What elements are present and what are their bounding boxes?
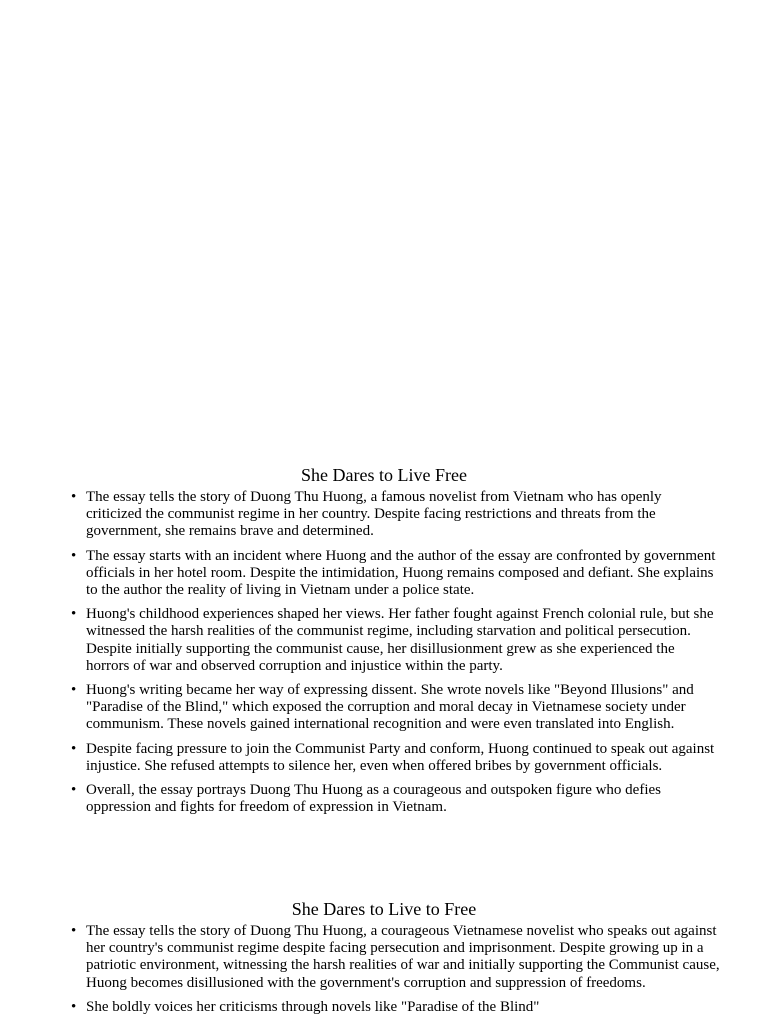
bullet-text: The essay tells the story of Duong Thu Huong, a courageous Vietnamese novelist who speaks out against her country's communist regime despite facing persecution and imprisonment. Despite growing up in a patriotic environment, witnessing the harsh realities of war and initially supporting the Communist cause, Huong becomes disillusioned with the government's corruption and suppression of freedoms. [86,923,720,991]
bullet-icon: • [71,998,77,1015]
section-title: She Dares to Live Free [301,465,467,485]
bullet-text: Despite facing pressure to join the Communist Party and conform, Huong continued to speak out against injustice. She refused attempts to silence her, even when offered bribes by government officials. [86,740,715,774]
bullet-icon: • [71,923,77,939]
bullet-text: Huong's childhood experiences shaped her views. Her father fought against French colonial rule, but she witnessed the harsh realities of the communist regime, including starvation and political persecution. Despite initially supporting the communist cause, her disillusionment grew as she experienced the horrors of war and observed corruption and injustice within the party. [86,606,714,674]
bullet-item [71,998,720,1016]
bullet-item [71,682,720,734]
bullet-item [71,489,720,541]
bullet-list [0,489,768,816]
bullet-item [71,606,720,675]
bullet-text: She boldly voices her criticisms through novels like "Paradise of the Blind" [86,998,540,1015]
bullet-text: The essay starts with an incident where Huong and the author of the essay are confronted by government officials in her hotel room. Despite the intimidation, Huong remains composed and defiant. She explains to the author the reality of living in Vietnam under a police state. [86,547,716,599]
bullet-icon: • [71,740,77,757]
bullet-list [0,923,768,1016]
bullet-icon: • [71,489,77,505]
bullet-icon: • [71,782,77,799]
summary-section-2 [0,898,768,1023]
bullet-icon: • [71,682,77,699]
bullet-icon: • [71,547,77,564]
bullet-item [71,547,720,600]
bullet-text: Overall, the essay portrays Duong Thu Huong as a courageous and outspoken figure who defies oppression and fights for freedom of expression in Vietnam. [86,782,661,816]
section-title: She Dares to Live to Free [291,899,477,919]
bullet-icon: • [71,606,77,623]
bullet-text: The essay tells the story of Duong Thu Huong, a famous novelist from Vietnam who has openly criticized the communist regime in her country. Despite facing restrictions and threats from the government, she remains brave and determined. [86,489,662,540]
bullet-item [71,923,720,992]
bullet-item [71,782,720,816]
bullet-item [71,740,720,775]
summary-section-1 [0,464,768,823]
bullet-text: Huong's writing became her way of expressing dissent. She wrote novels like "Beyond Illusions" and "Paradise of the Blind," which exposed the corruption and moral decay in Vietnamese society under communism. These novels gained international recognition and were even translated into English. [86,682,694,733]
